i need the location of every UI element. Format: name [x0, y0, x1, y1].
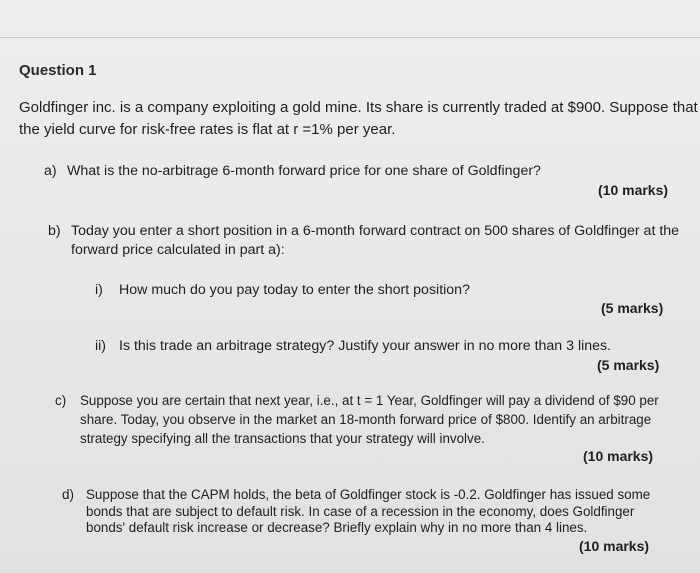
- part-b-label: b): [48, 223, 61, 239]
- intro-line-1: Goldfinger inc. is a company exploiting a gold mine. Its share is currently traded at $900. Suppose that: [19, 99, 698, 116]
- part-d-marks: (10 marks): [579, 538, 650, 554]
- part-b-line-2: forward price calculated in part a):: [71, 242, 285, 258]
- part-b-i-marks: (5 marks): [601, 300, 664, 316]
- part-c-line-3: strategy specifying all the transactions that your strategy will involve.: [80, 431, 485, 446]
- part-b-ii-text: Is this trade an arbitrage strategy? Justify your answer in no more than 3 lines.: [119, 338, 612, 354]
- part-c-label: c): [55, 393, 67, 408]
- part-b-line-1: Today you enter a short position in a 6-month forward contract on 500 shares of Goldfinger at the: [71, 223, 680, 239]
- part-b-ii-marks: (5 marks): [597, 357, 660, 373]
- question-title: Question 1: [19, 62, 97, 79]
- part-d-label: d): [62, 487, 74, 502]
- part-c-marks: (10 marks): [583, 448, 654, 464]
- part-d-line-2: bonds that are subject to default risk. In case of a recession in the economy, does Goldfinger: [86, 504, 635, 519]
- part-a-marks: (10 marks): [598, 182, 669, 198]
- part-b-ii-label: ii): [95, 338, 107, 354]
- part-d-line-3: bonds' default risk increase or decrease? Briefly explain why in no more than 4 lines.: [86, 520, 588, 535]
- part-d-line-1: Suppose that the CAPM holds, the beta of Goldfinger stock is -0.2. Goldfinger has issued some: [86, 487, 651, 502]
- part-b-i-text: How much do you pay today to enter the short position?: [119, 282, 470, 298]
- part-a-label: a): [44, 163, 57, 179]
- part-a-text: What is the no-arbitrage 6-month forward price for one share of Goldfinger?: [67, 163, 541, 179]
- part-c-line-2: share. Today, you observe in the market an 18-month forward price of $800. Identify an arbitrage: [80, 412, 652, 427]
- part-c-line-1: Suppose you are certain that next year, i.e., at t = 1 Year, Goldfinger will pay a dividend of $90 per: [80, 393, 659, 408]
- intro-line-2: the yield curve for risk-free rates is flat at r =1% per year.: [19, 121, 396, 138]
- part-b-i-label: i): [95, 282, 103, 298]
- divider: [0, 37, 700, 38]
